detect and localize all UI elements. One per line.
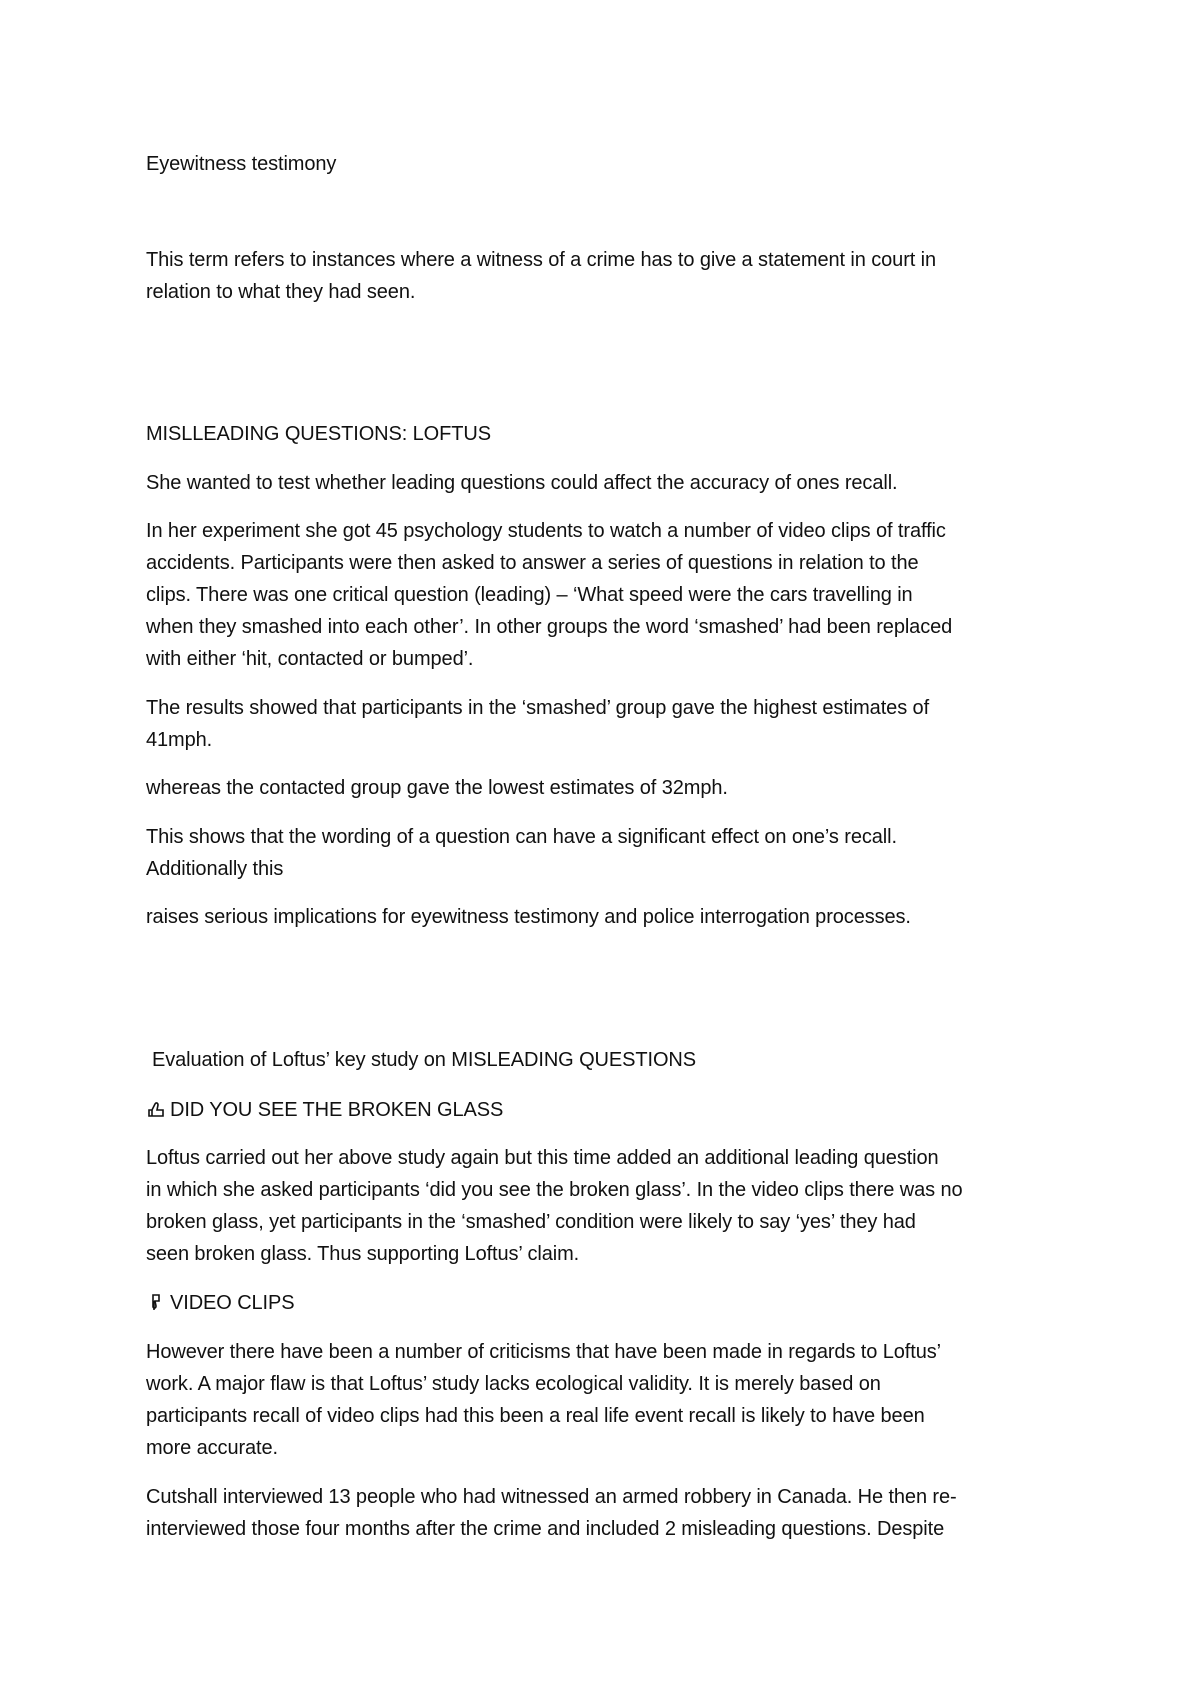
evaluation-point-video-clips — [146, 1287, 295, 1319]
video-clips-line-4: more accurate. — [146, 1437, 278, 1459]
broken-glass-line-3: broken glass, yet participants in the ‘smashed’ condition were likely to say ‘yes’ they had — [146, 1211, 916, 1233]
video-clips-line-3: participants recall of video clips had this been a real life event recall is likely to have been — [146, 1405, 925, 1427]
video-clips-line-2: work. A major flaw is that Loftus’ study lacks ecological validity. It is merely based on — [146, 1373, 881, 1395]
paragraph-method-line-5: with either ‘hit, contacted or bumped’. — [146, 648, 474, 670]
paragraph-conclusion-line-1: This shows that the wording of a question can have a significant effect on one’s recall. — [146, 826, 897, 848]
paragraph-aim: She wanted to test whether leading questions could affect the accuracy of ones recall. — [146, 472, 898, 494]
evaluation-point-broken-glass — [146, 1094, 503, 1126]
intro-line-1: This term refers to instances where a witness of a crime has to give a statement in court in — [146, 249, 937, 271]
paragraph-results-line-1: The results showed that participants in the ‘smashed’ group gave the highest estimates of — [146, 697, 930, 719]
document-title: Eyewitness testimony — [146, 153, 337, 175]
section-heading-loftus: MISLLEADING QUESTIONS: LOFTUS — [146, 423, 491, 445]
cutshall-line-1: Cutshall interviewed 13 people who had witnessed an armed robbery in Canada. He then re- — [146, 1486, 957, 1508]
evaluation-point-broken-glass-label: DID YOU SEE THE BROKEN GLASS — [170, 1099, 504, 1121]
intro-line-2: relation to what they had seen. — [146, 281, 416, 303]
paragraph-implications: raises serious implications for eyewitness testimony and police interrogation processes. — [146, 906, 911, 928]
evaluation-point-video-clips-label: VIDEO CLIPS — [170, 1292, 295, 1314]
broken-glass-line-1: Loftus carried out her above study again but this time added an additional leading question — [146, 1147, 939, 1169]
paragraph-method-line-4: when they smashed into each other’. In other groups the word ‘smashed’ had been replaced — [146, 616, 953, 638]
video-clips-line-1: However there have been a number of criticisms that have been made in regards to Loftus’ — [146, 1341, 941, 1363]
broken-glass-line-2: in which she asked participants ‘did you see the broken glass’. In the video clips there was no — [146, 1179, 963, 1201]
paragraph-method-line-3: clips. There was one critical question (leading) – ‘What speed were the cars travelling in — [146, 584, 913, 606]
thumbs-down-icon — [146, 1290, 166, 1310]
paragraph-results-line-2: 41mph. — [146, 729, 213, 751]
broken-glass-line-4: seen broken glass. Thus supporting Loftus’ claim. — [146, 1243, 580, 1265]
paragraph-contacted: whereas the contacted group gave the lowest estimates of 32mph. — [146, 777, 728, 799]
thumbs-up-icon — [146, 1097, 166, 1117]
paragraph-method-line-1: In her experiment she got 45 psychology students to watch a number of video clips of traffic — [146, 520, 946, 542]
paragraph-conclusion-line-2: Additionally this — [146, 858, 284, 880]
paragraph-method-line-2: accidents. Participants were then asked to answer a series of questions in relation to the — [146, 552, 919, 574]
cutshall-line-2: interviewed those four months after the crime and included 2 misleading questions. Despite — [146, 1518, 945, 1540]
evaluation-heading: Evaluation of Loftus’ key study on MISLEADING QUESTIONS — [152, 1049, 696, 1071]
